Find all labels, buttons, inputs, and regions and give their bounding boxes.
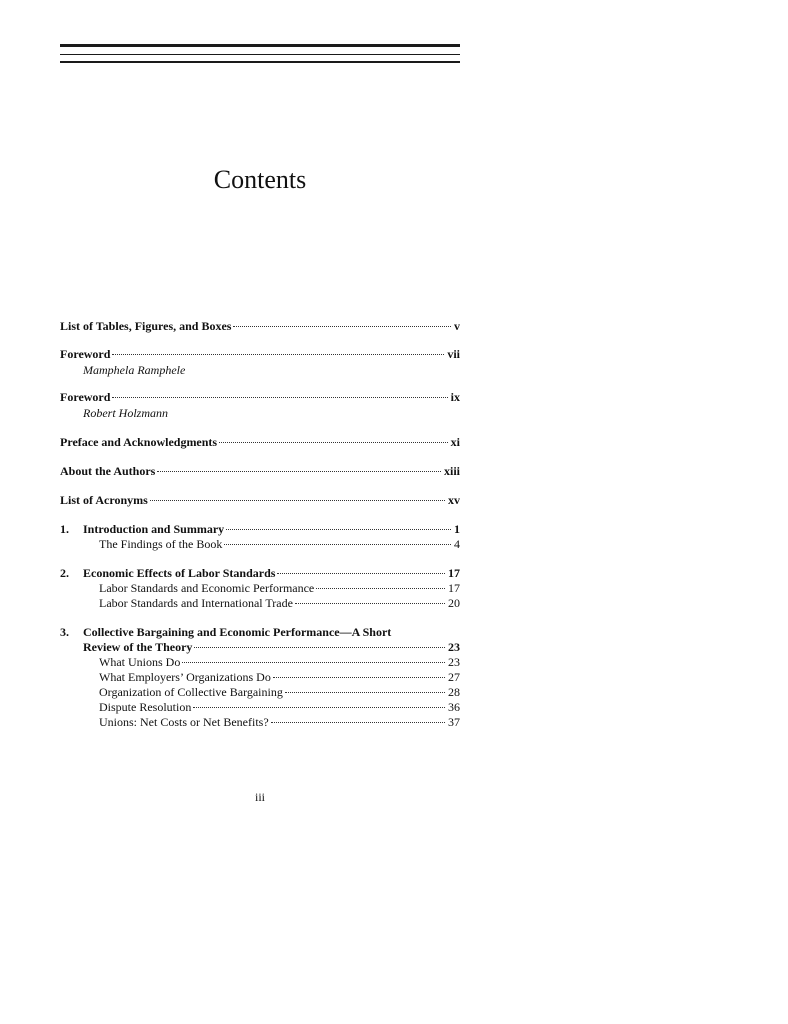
toc-entry-preface[interactable] (60, 435, 460, 450)
dot-leader (285, 692, 445, 693)
chapter-title: Economic Effects of Labor Standards (83, 566, 276, 580)
toc-chapter-1[interactable] (60, 522, 460, 537)
chapter-title: Introduction and Summary (83, 522, 225, 536)
toc-page: 37 (448, 715, 460, 729)
toc-label: Labor Standards and Economic Performance (99, 581, 315, 595)
toc-label (60, 566, 275, 581)
toc-section[interactable] (60, 655, 460, 670)
toc-section[interactable] (60, 670, 460, 685)
toc-section[interactable] (60, 700, 460, 715)
toc-label: List of Acronyms (60, 493, 148, 507)
toc-chapter-2[interactable] (60, 566, 460, 581)
toc-page: 4 (454, 537, 460, 551)
foreword-author-2: Robert Holzmann (83, 406, 168, 420)
header-rule-thick (60, 44, 460, 47)
toc-label: Unions: Net Costs or Net Benefits? (99, 715, 269, 729)
toc-page: 36 (448, 700, 460, 714)
toc-section[interactable] (60, 537, 460, 552)
dot-leader (150, 500, 445, 501)
table-of-contents (60, 319, 460, 730)
header-rule-bottom (60, 61, 460, 63)
toc-page: 1 (454, 522, 460, 536)
toc-page: 20 (448, 596, 460, 610)
toc-page: v (454, 319, 460, 333)
toc-label: Foreword (60, 390, 111, 404)
toc-page: 17 (448, 566, 460, 580)
dot-leader (157, 471, 441, 472)
dot-leader (219, 442, 448, 443)
toc-page: 17 (448, 581, 460, 595)
toc-section[interactable] (60, 715, 460, 730)
toc-page: ix (450, 390, 460, 404)
toc-label: Dispute Resolution (99, 700, 192, 714)
toc-label (60, 522, 224, 537)
chapter-number: 3. (60, 625, 69, 639)
toc-section[interactable] (60, 685, 460, 700)
toc-page: xi (450, 435, 460, 449)
toc-label: About the Authors (60, 464, 156, 478)
dot-leader (316, 588, 445, 589)
foreword-author-1: Mamphela Ramphele (83, 363, 186, 377)
toc-label: Preface and Acknowledgments (60, 435, 218, 449)
toc-label: Foreword (60, 347, 111, 361)
toc-chapter-3-line-1[interactable] (60, 625, 460, 640)
toc-page: vii (447, 347, 460, 361)
toc-page: 27 (448, 670, 460, 684)
dot-leader (224, 544, 451, 545)
toc-page: 23 (448, 640, 460, 654)
dot-leader (112, 354, 444, 355)
dot-leader (193, 707, 445, 708)
dot-leader (182, 662, 445, 663)
toc-page: xv (448, 493, 460, 507)
toc-entry-authors[interactable] (60, 464, 460, 479)
dot-leader (273, 677, 445, 678)
toc-page: 23 (448, 655, 460, 669)
toc-label: The Findings of the Book (99, 537, 223, 551)
dot-leader (295, 603, 445, 604)
toc-chapter-3-line-2[interactable] (60, 640, 460, 655)
dot-leader (112, 397, 447, 398)
toc-label: What Unions Do (99, 655, 181, 669)
dot-leader (226, 529, 451, 530)
toc-page: xiii (443, 464, 460, 478)
toc-entry-foreword-1[interactable] (60, 347, 460, 362)
dot-leader (194, 647, 445, 648)
dot-leader (233, 326, 451, 327)
toc-section[interactable] (60, 581, 460, 596)
chapter-number: 1. (60, 522, 69, 536)
toc-label: Labor Standards and International Trade (99, 596, 293, 610)
toc-label: Review of the Theory (83, 640, 193, 654)
chapter-number: 2. (60, 566, 69, 580)
toc-label: List of Tables, Figures, and Boxes (60, 319, 232, 333)
dot-leader (271, 722, 445, 723)
page-title: Contents (213, 165, 307, 194)
toc-label: Organization of Collective Bargaining (99, 685, 283, 699)
toc-entry-acronyms[interactable] (60, 493, 460, 508)
chapter-title: Collective Bargaining and Economic Performance—A Short (83, 625, 392, 639)
toc-entry-tables[interactable] (60, 319, 460, 334)
page-number: iii (254, 790, 265, 804)
toc-section[interactable] (60, 596, 460, 611)
dot-leader (277, 573, 445, 574)
toc-entry-foreword-2[interactable] (60, 390, 460, 405)
toc-label: What Employers’ Organizations Do (99, 670, 271, 684)
toc-page: 28 (448, 685, 460, 699)
header-rule-thin (60, 54, 460, 55)
